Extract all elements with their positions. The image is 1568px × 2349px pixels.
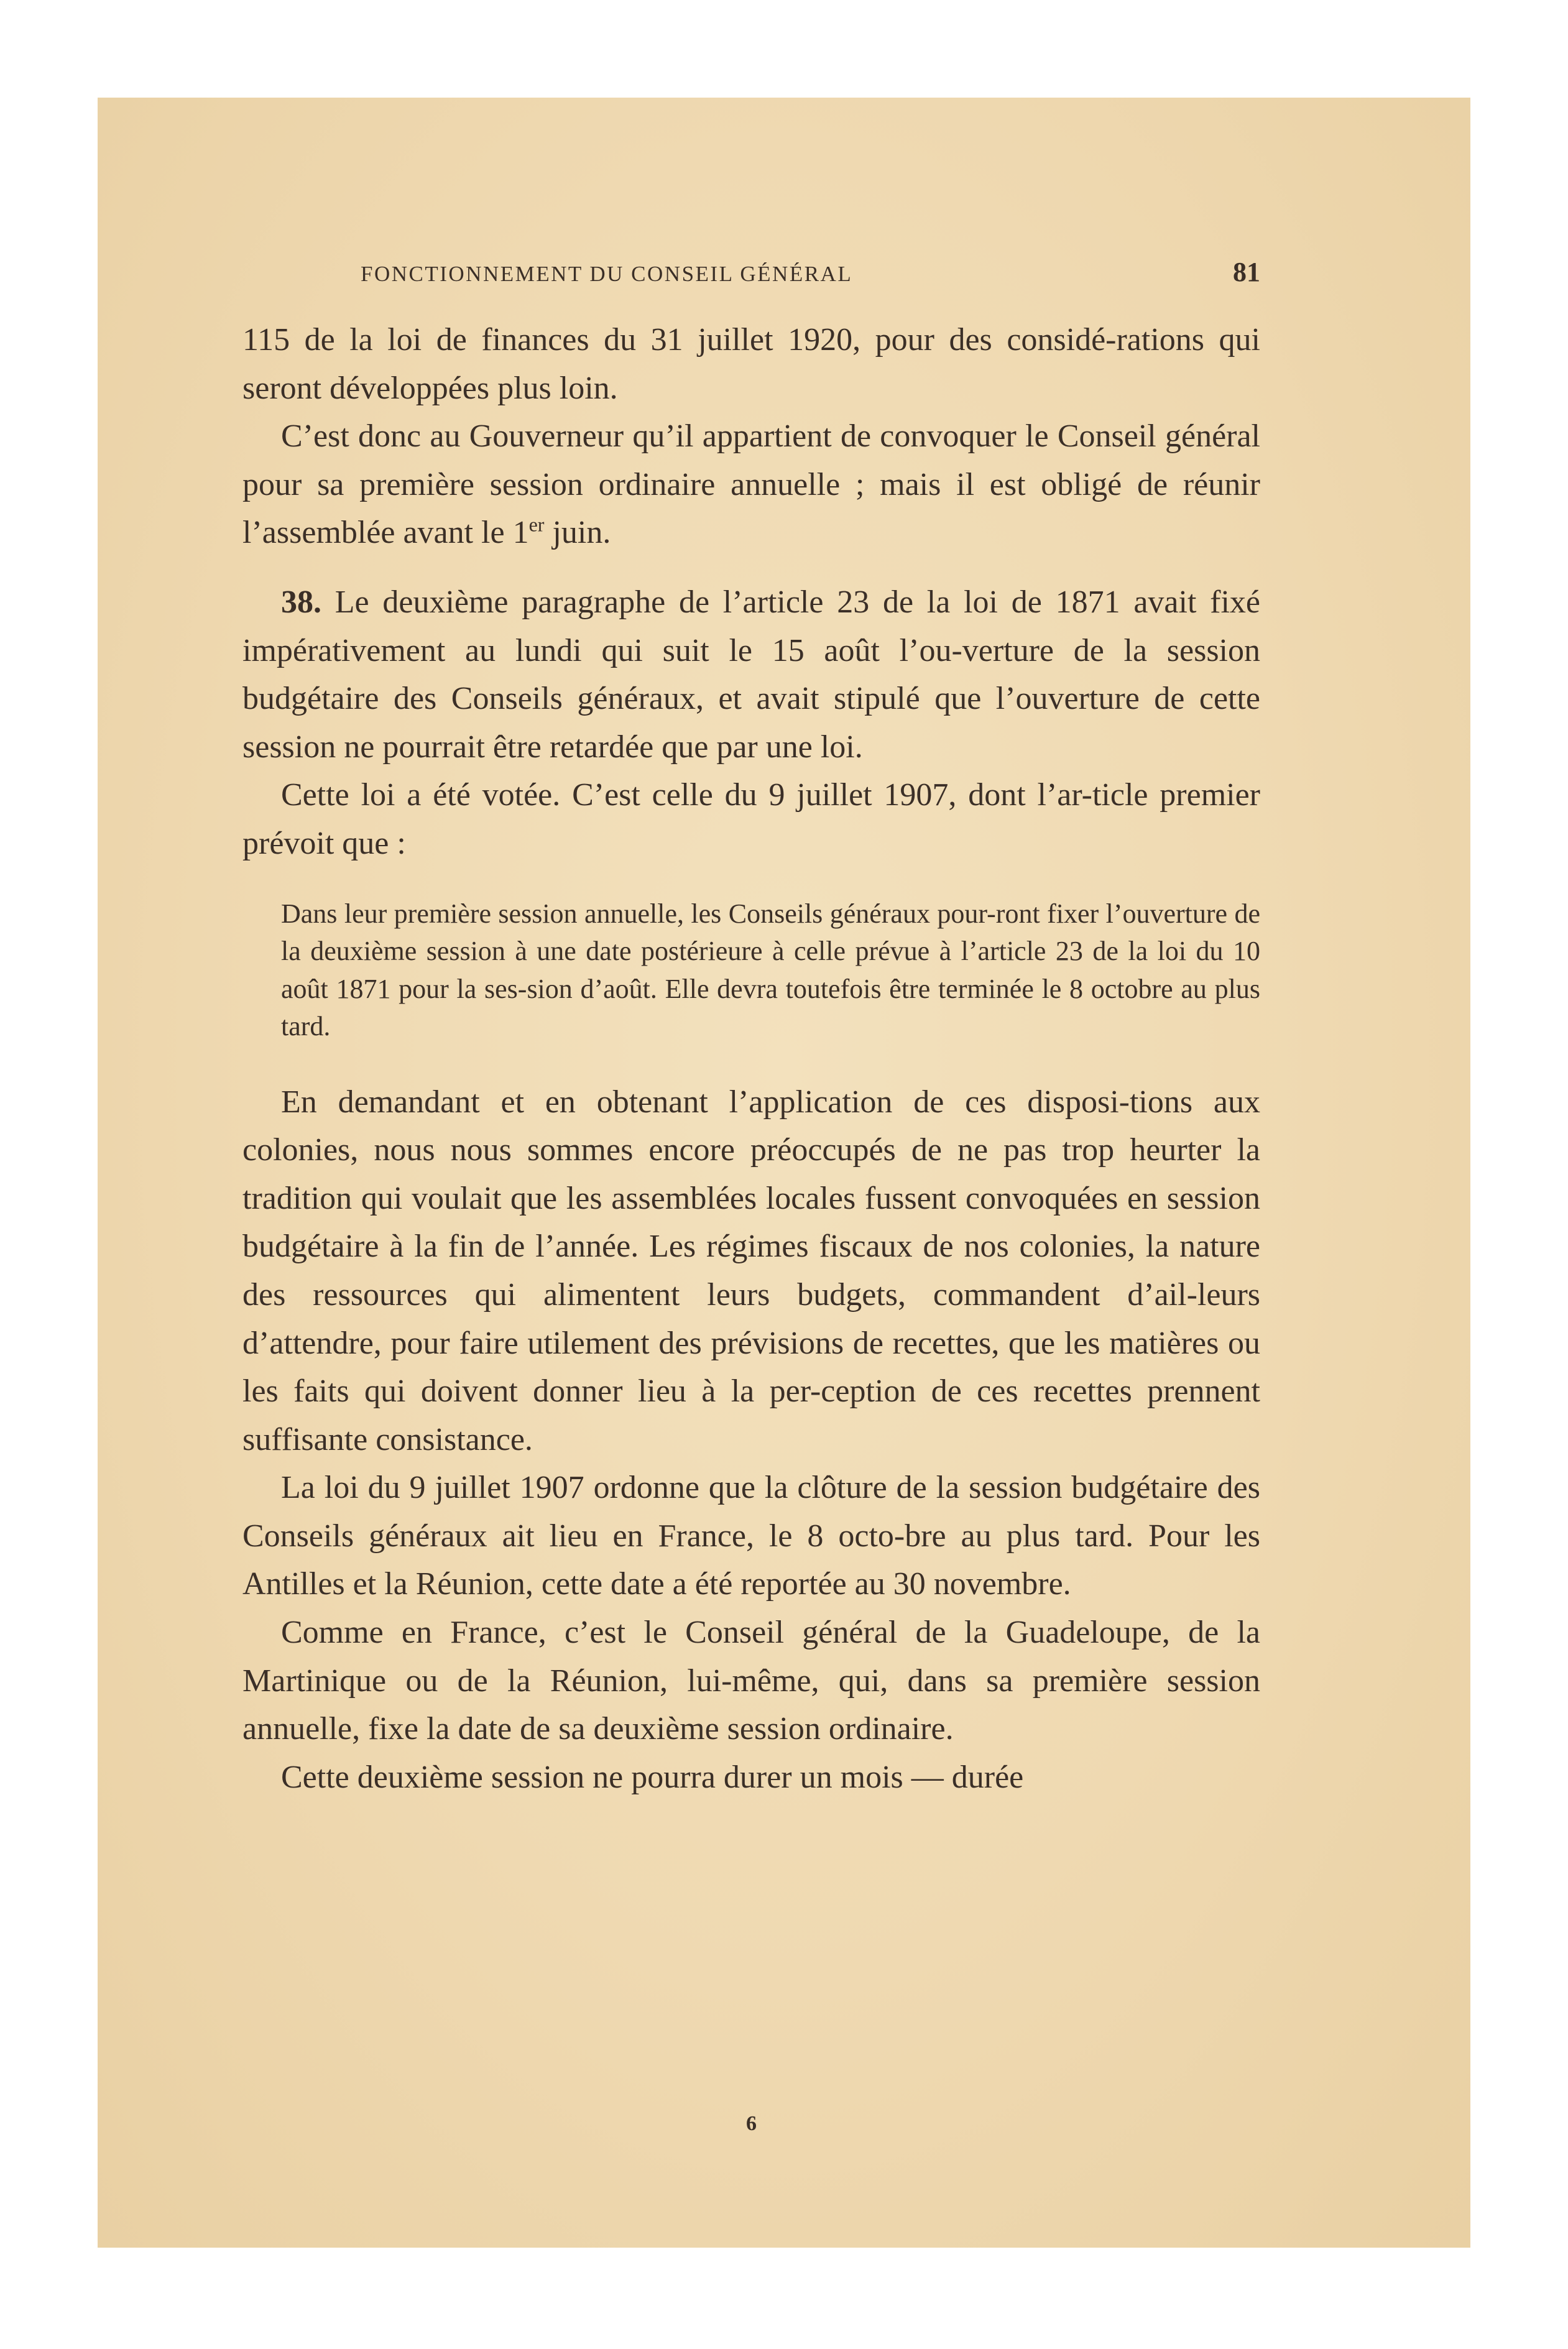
- paragraph-3-text: Le deuxième paragraphe de l’article 23 de la loi de 1871 avait fixé impérativement au lundi qui suit le 15 août l’ou-verture de la session budgétaire des Conseils généraux, et avait stipulé que l’ouverture de cette session ne pourrait être retardée que par une loi.: [242, 584, 1260, 765]
- running-title: FONCTIONNEMENT DU CONSEIL GÉNÉRAL: [361, 262, 853, 286]
- section-number: 38.: [281, 584, 321, 620]
- book-page: [98, 98, 1470, 2248]
- paragraph-3: [242, 578, 1260, 771]
- superscript-er: er: [528, 514, 545, 537]
- signature-mark: 6: [746, 2112, 757, 2135]
- paragraph-2: [242, 412, 1260, 557]
- text-block: [242, 256, 1260, 1801]
- running-head: [242, 256, 1260, 293]
- paragraph-1: 115 de la loi de finances du 31 juillet 1920, pour des considé-rations qui seront développées plus loin.: [242, 322, 1260, 406]
- paragraph-8: Cette deuxième session ne pourra durer un mois — durée: [281, 1759, 1024, 1795]
- paragraph-2-end: juin.: [544, 515, 611, 551]
- paragraph-5: En demandant et en obtenant l’application de ces disposi-tions aux colonies, nous nous sommes encore préoccupés de ne pas trop heurter la tradition qui voulait que les assemblées locales fussent convoquées en session budgétaire à la fin de l’année. Les régimes fiscaux de nos colonies, la nature des ressources qui alimentent leurs budgets, commandent d’ail-leurs d’attendre, pour faire utilement des prévisions de recettes, que les matières ou les faits qui doivent donner lieu à la per-ception de ces recettes prennent suffisante consistance.: [242, 1084, 1260, 1457]
- paragraph-7: Comme en France, c’est le Conseil général de la Guadeloupe, de la Martinique ou de la Réunion, lui-même, qui, dans sa première session annuelle, fixe la date de sa deuxième session ordinaire.: [242, 1615, 1260, 1747]
- quoted-law-text: Dans leur première session annuelle, les Conseils généraux pour-ront fixer l’ouverture de la deuxième session à une date postérieure à celle prévue à l’article 23 de la loi du 10 août 1871 pour la ses-sion d’août. Elle devra toutefois être terminée le 8 octobre au plus tard.: [281, 898, 1260, 1042]
- paragraph-4: Cette loi a été votée. C’est celle du 9 juillet 1907, dont l’ar-ticle premier prévoit que :: [242, 777, 1260, 861]
- paragraph-6: La loi du 9 juillet 1907 ordonne que la clôture de la session budgétaire des Conseils généraux ait lieu en France, le 8 octo-bre au plus tard. Pour les Antilles et la Réunion, cette date a été reportée au 30 novembre.: [242, 1470, 1260, 1602]
- paragraph-2-text: C’est donc au Gouverneur qu’il appartient de convoquer le Conseil général pour sa première session ordinaire annuelle ; mais il est obligé de réunir l’assemblée avant le 1: [242, 418, 1260, 551]
- page-number: 81: [1233, 257, 1260, 287]
